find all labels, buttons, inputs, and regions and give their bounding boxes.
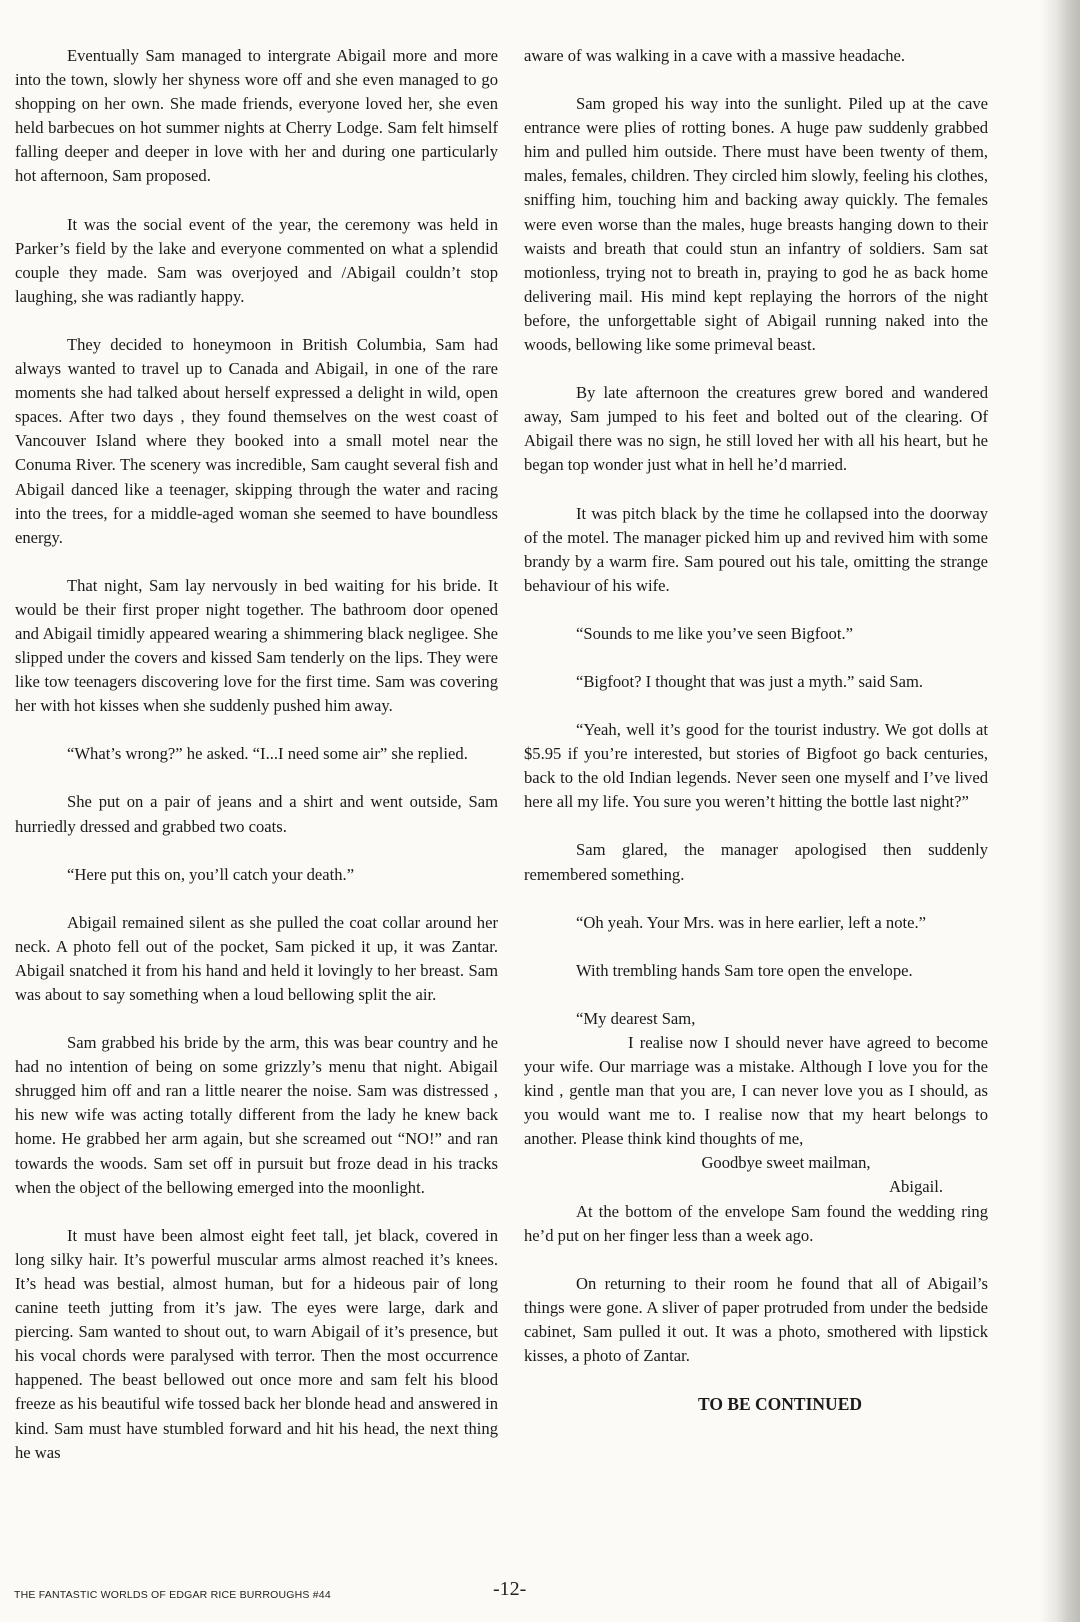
letter-greeting: “My dearest Sam, (576, 1008, 696, 1028)
paragraph: They decided to honeymoon in British Columbia, Sam had always wanted to travel up to Canada and Abigail, in one of the rare moments she had talked about herself expressed a delight in wild, open spaces. After two days , they found themselves on the west coast of Vancouver Island where they booked into a small motel near the Conuma River. The scenery was incredible, Sam caught several fish and Abigail danced like a teenager, skipping through the water and racing into the trees, for a middle-aged woman she seemed to have boundless energy. (15, 334, 498, 547)
paragraph: By late afternoon the creatures grew bored and wandered away, Sam jumped to his feet and bolted out of the clearing. Of Abigail there was no sign, he still loved her with all his heart, but he began top wonder just what in hell he’d married. (524, 383, 988, 475)
to-be-continued-heading: TO BE CONTINUED (697, 1394, 863, 1415)
paragraph: Sam glared, the manager apologised then suddenly remembered something. (524, 840, 988, 884)
page-number: -12- (493, 1578, 527, 1600)
paragraph: That night, Sam lay nervously in bed waiting for his bride. It would be their first proper night together. The bathroom door opened and Abigail timidly appeared wearing a shimmering black negligee. She slipped under the covers and kissed Sam tenderly on the lips. They were like tow teenagers discovering love for the first time. Sam was covering her with hot kisses when she suddenly pushed him away. (15, 575, 498, 716)
paragraph: Eventually Sam managed to intergrate Abigail more and more into the town, slowly her shyness wore off and she even managed to go shopping on her own. She made friends, everyone loved her, she even held barbecues on hot summer nights at Cherry Lodge. Sam felt himself falling deeper and deeper in love with her and during one particularly hot afternoon, Sam proposed. (15, 46, 498, 186)
right-column (524, 44, 988, 1440)
paragraph: “Here put this on, you’ll catch your death.” (67, 864, 355, 884)
paragraph: Sam grabbed his bride by the arm, this was bear country and he had no intention of being on some grizzly’s menu that night. Abigail shrugged him off and ran a little nearer the noise. Sam was distressed , his new wife was acting totally different from the lady he knew back home. He grabbed her arm again, but she screamed out “NO!” and ran towards the woods. Sam set off in pursuit but froze dead in his tracks when the object of the bellowing emerged into the moonlight. (15, 1033, 498, 1197)
paragraph: Sam groped his way into the sunlight. Piled up at the cave entrance were plies of rotting bones. A huge paw suddenly grabbed him and pulled him outside. There must have been twenty of them, males, females, children. They circled him slowly, feeling his clothes, sniffing him, touching him and backing away quickly. The females were even worse than the males, huge breasts hanging down to their waists and breath that could stun an infantry of soldiers. Sam sat motionless, trying not to breath in, praying to god he as back home delivering mail. His mind kept replaying the horrors of the night before, the unforgettable sight of Abigail running naked into the woods, bellowing like some primeval beast. (524, 94, 988, 355)
paragraph: “Yeah, well it’s good for the tourist industry. We got dolls at $5.95 if you’re interested, but stories of Bigfoot go back centuries, back to the old Indian legends. Never seen one myself and I’ve lived here all my life. You sure you weren’t hitting the bottle last night?” (524, 720, 988, 812)
paragraph: “Bigfoot? I thought that was just a myth.” said Sam. (576, 671, 924, 691)
paragraph: It was the social event of the year, the ceremony was held in Parker’s field by the lake and everyone commented on what a splendid couple they made. Sam was overjoyed and /Abigail couldn’t stop laughing, she was radiantly happy. (15, 214, 498, 306)
paragraph: “What’s wrong?” he asked. “I...I need some air” she replied. (67, 744, 468, 764)
letter-signature: Abigail. (889, 1177, 943, 1197)
page-edge-shadow (1040, 0, 1080, 1622)
letter-body: I realise now I should never have agreed to become your wife. Our marriage was a mistake. Although I love you for the kind , gentle man that you are, I can never love you as I should, as you would want me to. I realise now that my heart belongs to another. Please think kind thoughts of me, (524, 1032, 988, 1149)
letter-signoff: Goodbye sweet mailman, (701, 1153, 871, 1173)
paragraph: She put on a pair of jeans and a shirt and went outside, Sam hurriedly dressed and grabbed two coats. (15, 792, 498, 836)
paragraph: It was pitch black by the time he collapsed into the doorway of the motel. The manager picked him up and revived him with some brandy by a warm fire. Sam poured out his tale, omitting the strange behaviour of his wife. (524, 503, 988, 595)
paragraph: At the bottom of the envelope Sam found the wedding ring he’d put on her finger less than a week ago. (524, 1201, 988, 1245)
paragraph: Abigail remained silent as she pulled the coat collar around her neck. A photo fell out of the pocket, Sam picked it up, it was Zantar. Abigail snatched it from his hand and held it lovingly to her breast. Sam was about to say something when a loud bellowing split the air. (15, 912, 498, 1004)
letter (524, 1007, 988, 1200)
paragraph: On returning to their room he found that all of Abigail’s things were gone. A sliver of paper protruded from under the bedside cabinet, Sam pulled it out. It was a photo, smothered with lipstick kisses, a photo of Zantar. (524, 1273, 988, 1366)
paragraph: With trembling hands Sam tore open the envelope. (576, 960, 913, 980)
paragraph: It must have been almost eight feet tall, jet black, covered in long silky hair. It’s powerful muscular arms almost reached it’s knees. It’s head was bestial, almost human, but for a hideous pair of long canine teeth jutting from it’s jaw. The eyes were large, dark and piercing. Sam wanted to shout out, to warn Abigail of it’s presence, but his vocal chords were paralysed with terror. Then the most occurrence happened. The beast bellowed out once more and sam felt his blood freeze as his beautiful wife tossed back her blonde head and answered in kind. Sam must have stumbled forward and hit his head, the next thing he was (15, 1225, 498, 1462)
paragraph: “Sounds to me like you’ve seen Bigfoot.” (576, 623, 853, 643)
left-column (15, 44, 498, 1465)
publication-footer: THE FANTASTIC WORLDS OF EDGAR RICE BURROUGHS #44 (14, 1589, 331, 1601)
paragraph: “Oh yeah. Your Mrs. was in here earlier, left a note.” (576, 912, 926, 932)
paragraph-continuation: aware of was walking in a cave with a massive headache. (524, 46, 906, 65)
